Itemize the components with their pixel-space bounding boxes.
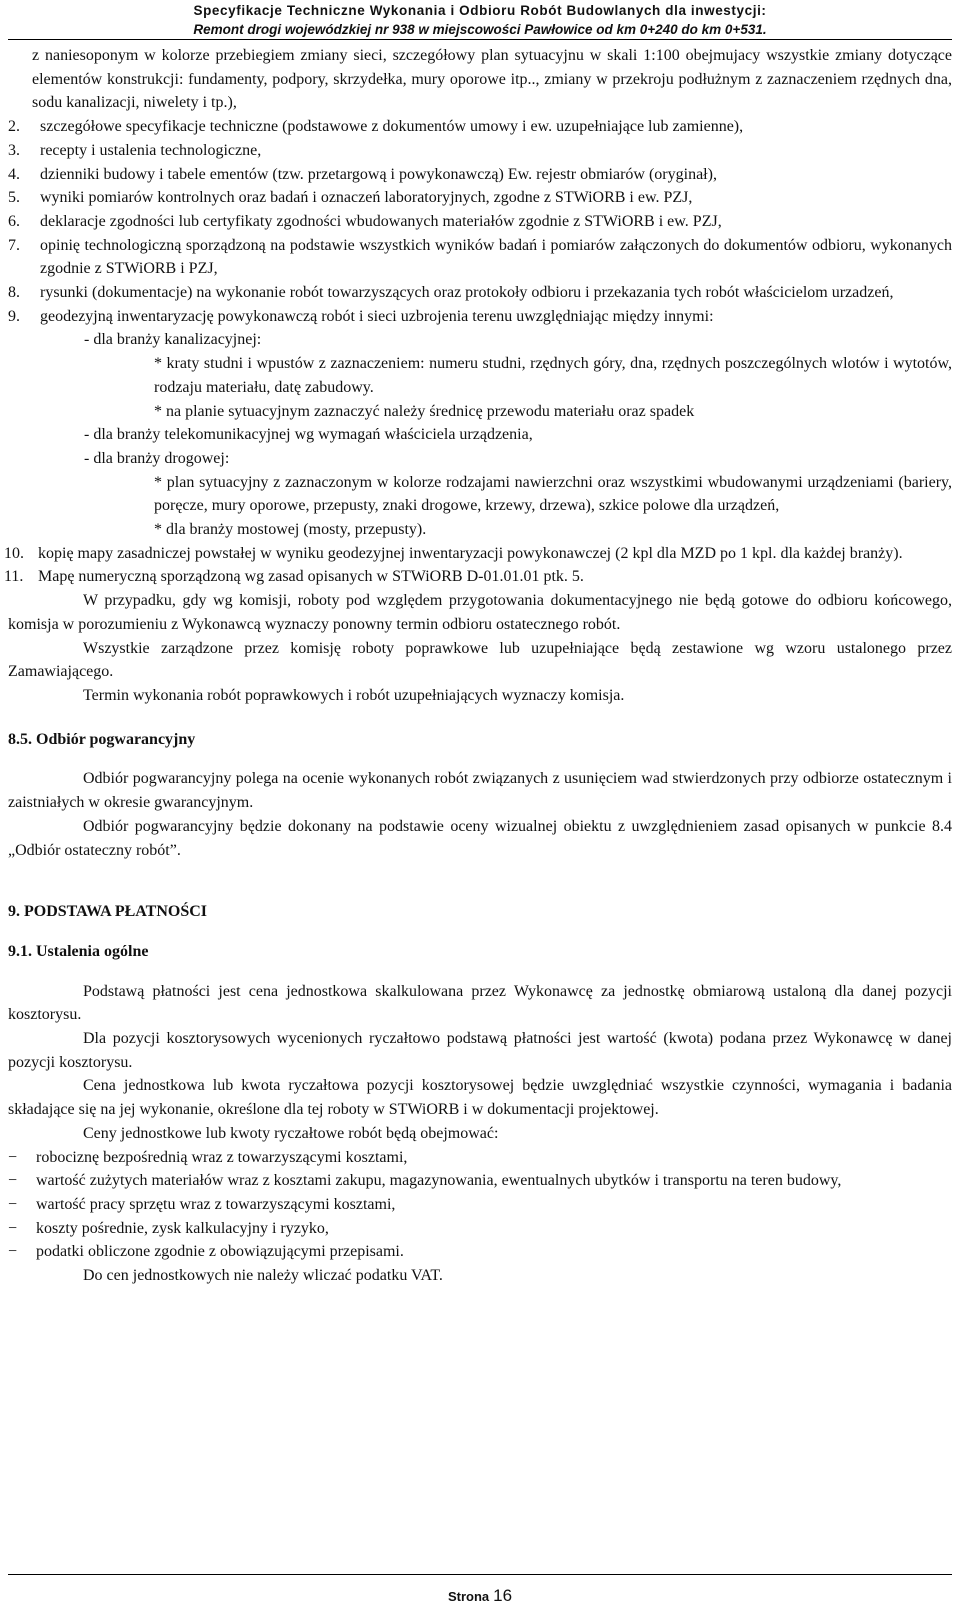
cost-components-list bbox=[8, 1146, 952, 1265]
list-item-1-continuation: z naniesoponym w kolorze przebiegiem zmiany sieci, szczegółowy plan sytuacyjnu w skali 1:100 obejmujacy wszystkie zmiany dotyczące elementów konstrukcji: fundamenty, podpory, skrzydełka, mury oporowe itp.., zmiany w przekroju podłużnym z zaznaczeniem rzędnych dna, sodu kanalizacji, niwelety i tp.), bbox=[32, 47, 952, 112]
paragraph: Odbiór pogwarancyjny będzie dokonany na podstawie oceny wizualnej obiektu z uwzględnieniem zasad opisanych w punkcie 8.4 „Odbiór ostateczny robót”. bbox=[8, 817, 952, 859]
list-item: − koszty pośrednie, zysk kalkulacyjny i ryzyko, bbox=[8, 1217, 952, 1241]
page-number: 16 bbox=[493, 1586, 513, 1605]
header-title: Specyfikacje Techniczne Wykonania i Odbioru Robót Budowlanych dla inwestycji: bbox=[193, 3, 767, 18]
list-item: 7. opinię technologiczną sporządzoną na podstawie wszystkich wyników badań i pomiarów załączonych do dokumentów odbioru, wykonanych zgodnie z STWiORB i PZJ, bbox=[8, 236, 952, 278]
paragraph: Ceny jednostkowe lub kwoty ryczałtowe robót będą obejmować: bbox=[83, 1124, 499, 1142]
list-item: 8. rysunki (dokumentacje) na wykonanie robót towarzyszących oraz protokoły odbioru i przekazania tych robót właścicielom urzadzeń, bbox=[8, 284, 894, 302]
dash-marker: − bbox=[8, 1219, 18, 1237]
road-bullet-2: * dla branży mostowej (mosty, przepusty). bbox=[154, 521, 427, 539]
paragraph: W przypadku, gdy wg komisji, roboty pod względem przygotowania dokumentacyjnego nie będą gotowe do odbioru końcowego, komisja w porozumieniu z Wykonawcą wyznaczy ponowny termin odbioru ostatecznego robót. bbox=[8, 592, 952, 633]
list-item: 2. szczegółowe specyfikacje techniczne (podstawowe z dokumentów umowy i ew. uzupełniające lub zamienne), bbox=[8, 118, 744, 136]
road-bullet-1: * plan sytuacyjny z zaznaczonym w kolorze rodzajami nawierzchni oraz wszystkimi wbudowanymi urządzeniami (bariery, poręcze, mury oporowe, przepusty, znaki drogowe, krzewy, drzewa), szkice polowe dla urządzeń, bbox=[154, 473, 952, 515]
paragraph: Wszystkie zarządzone przez komisję roboty poprawkowe lub uzupełniające będą zestawione wg wzoru ustalonego przez Zamawiającego. bbox=[8, 639, 952, 681]
section-heading-8-5: 8.5. Odbiór pogwarancyjny bbox=[8, 730, 196, 748]
header-rule bbox=[8, 39, 952, 40]
list-item: 11. Mapę numeryczną sporządzoną wg zasad opisanych w STWiORB D-01.01.01 ptk. 5. bbox=[4, 568, 584, 586]
list-item: 9. geodezyjną inwentaryzację powykonawczą robót i sieci uzbrojenia terenu uwzględniając między innymi: bbox=[8, 307, 714, 325]
paragraph: Odbiór pogwarancyjny polega na ocenie wykonanych robót związanych z usunięciem wad stwierdzonych przy odbiorze ostatecznym i zaistniałych w okresie gwarancyjnym. bbox=[8, 770, 952, 812]
sewer-bullet-2: * na planie sytuacyjnym zaznaczyć należy średnicę przewodu materiału oraz spadek bbox=[154, 402, 695, 420]
list-item: − wartość zużytych materiałów wraz z kosztami zakupu, magazynowania, ewentualnych ubytków i transportu na teren budowy, bbox=[8, 1169, 952, 1193]
paragraph: Termin wykonania robót poprawkowych i robót uzupełniających wyznaczy komisja. bbox=[83, 686, 625, 704]
dash-marker: − bbox=[8, 1148, 18, 1166]
dash-marker: − bbox=[8, 1243, 18, 1261]
header-subtitle: Remont drogi wojewódzkiej nr 938 w miejscowości Pawłowice od km 0+240 do km 0+531. bbox=[193, 22, 767, 37]
list-item: − wartość pracy sprzętu wraz z towarzyszącymi kosztami, bbox=[8, 1193, 952, 1217]
paragraph: Do cen jednostkowych nie należy wliczać podatku VAT. bbox=[83, 1267, 443, 1285]
item9-sublist bbox=[8, 328, 952, 541]
paragraph: Cena jednostkowa lub kwota ryczałtowa pozycji kosztorysowej będzie uwzględniać wszystkie czynności, wymagania i badania składające się na jej wykonanie, określone dla tej roboty w STWiORB i w dokumentacji projektowej. bbox=[8, 1077, 952, 1119]
dash-marker: − bbox=[8, 1195, 18, 1213]
page-footer bbox=[0, 1584, 960, 1609]
page-label: Strona bbox=[447, 1589, 490, 1604]
list-item: 10. kopię mapy zasadniczej powstałej w wyniku geodezyjnej inwentaryzacji powykonawczej (2 kpl dla MZD po 1 kpl. dla każdej branży). bbox=[4, 544, 903, 562]
section-heading-9: 9. PODSTAWA PŁATNOŚCI bbox=[8, 903, 207, 921]
sewer-bullet-1: * kraty studni i wpustów z zaznaczeniem: numeru studni, rzędnych góry, dna, rzędnych poszczególnych wlotów i wytotów, rodzaju materiału, datę zabudowy. bbox=[154, 355, 952, 396]
list-item: − robociznę bezpośrednią wraz z towarzyszącymi kosztami, bbox=[8, 1146, 952, 1170]
deliverables-list bbox=[8, 115, 952, 328]
list-item: 4. dzienniki budowy i tabele ementów (tzw. przetargową i powykonawczą) Ew. rejestr obmiarów (oryginał), bbox=[8, 165, 717, 183]
list-item: 3. recepty i ustalenia technologiczne, bbox=[8, 141, 262, 159]
list-item: − podatki obliczone zgodnie z obowiązującymi przepisami. bbox=[8, 1240, 952, 1264]
footer-rule bbox=[8, 1574, 952, 1575]
paragraph: Podstawą płatności jest cena jednostkowa skalkulowana przez Wykonawcę za jednostkę obmiarową ustaloną dla danej pozycji kosztorysu. bbox=[8, 982, 952, 1024]
branch-road: - dla branży drogowej: bbox=[84, 449, 230, 467]
list-item: 5. wyniki pomiarów kontrolnych oraz badań i oznaczeń laboratoryjnych, zgodne z STWiORB i ew. PZJ, bbox=[8, 189, 693, 207]
branch-sewer: - dla branży kanalizacyjnej: bbox=[84, 331, 262, 349]
list-item: 6. deklaracje zgodności lub certyfikaty zgodności wbudowanych materiałów zgodnie z STWiORB i ew. PZJ, bbox=[8, 212, 722, 230]
branch-telecom: - dla branży telekomunikacyjnej wg wymagań właściciela urządzenia, bbox=[84, 426, 533, 444]
dash-marker: − bbox=[8, 1172, 18, 1190]
deliverables-list-continued bbox=[4, 542, 952, 589]
paragraph: Dla pozycji kosztorysowych wycenionych ryczałtowo podstawą płatności jest wartość (kwota) podana przez Wykonawcę w danej pozycji kosztorysu. bbox=[8, 1030, 952, 1071]
section-heading-9-1: 9.1. Ustalenia ogólne bbox=[8, 942, 149, 960]
